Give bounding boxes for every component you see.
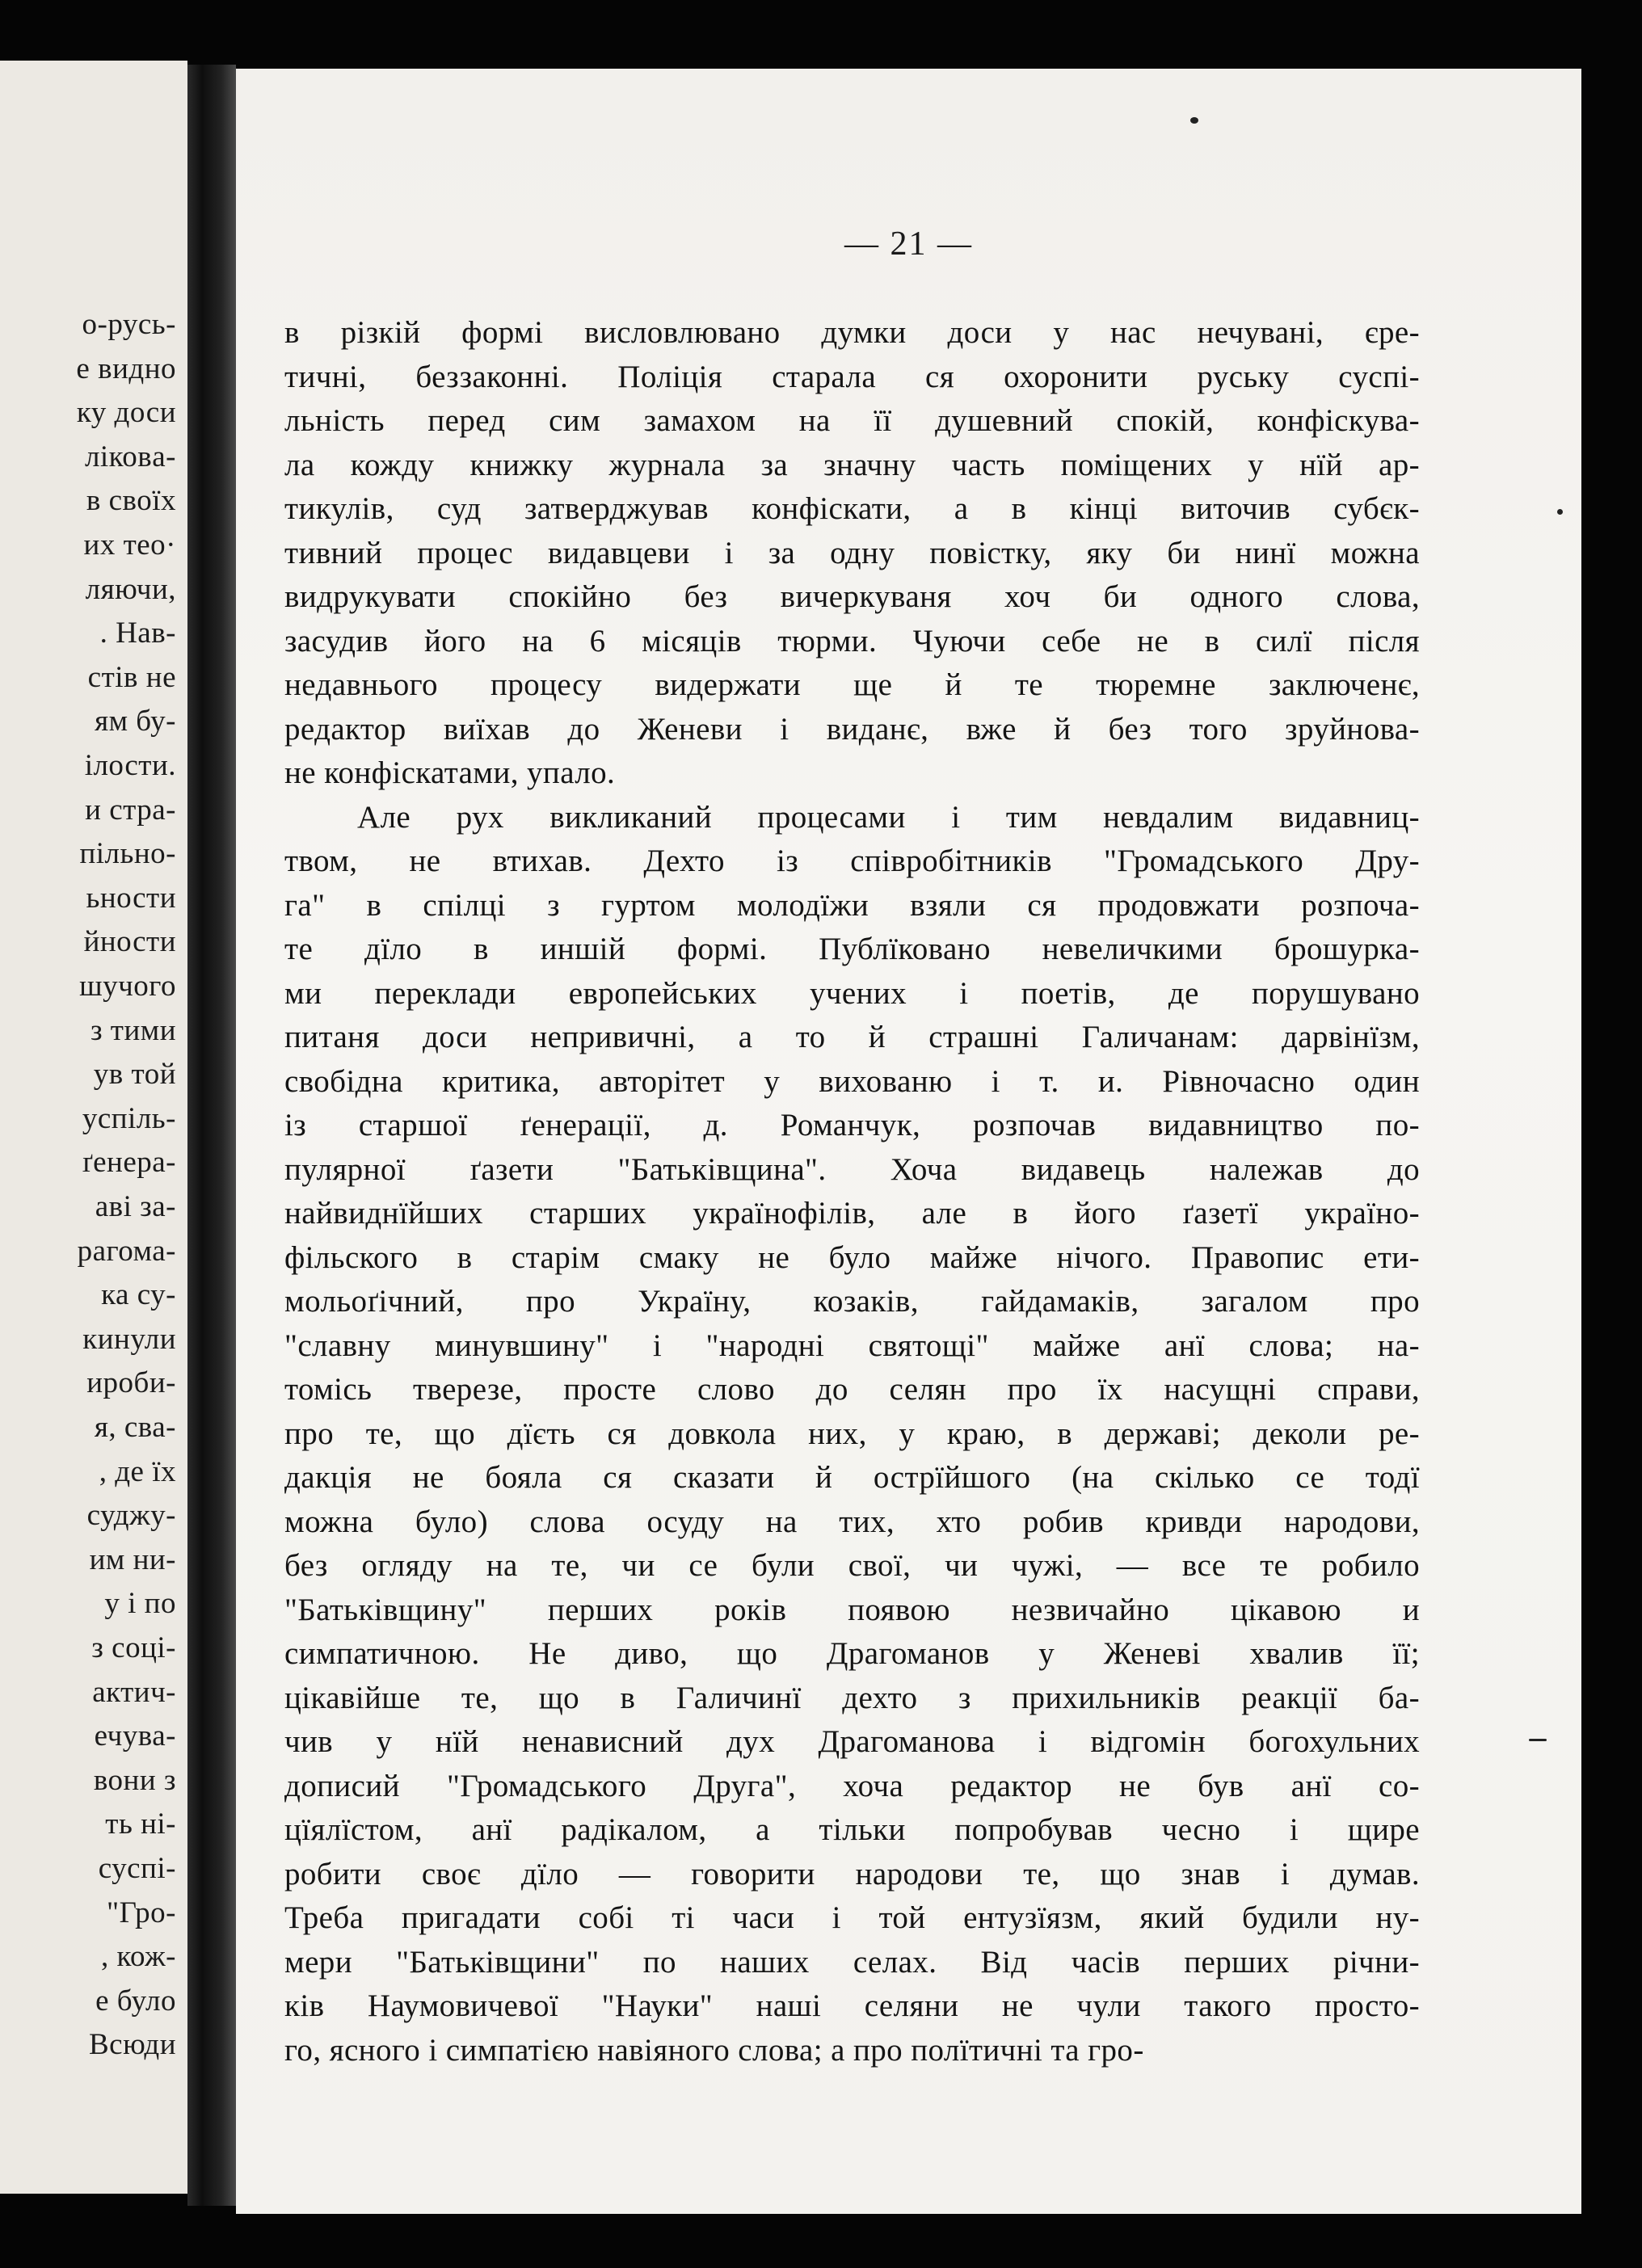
text-line: про те, що дїєть ся довкола них, у краю, в державі; деколи ре- (284, 1416, 1420, 1451)
text-line: тичні, беззаконні. Поліція старала ся охоронити руську суспі- (284, 359, 1420, 394)
left-page-line: з соці- (91, 1631, 176, 1664)
text-line: тикулів, суд затверджував конфіскати, а в кінці виточив субєк- (284, 491, 1420, 526)
ink-speck (1557, 509, 1563, 515)
page-number: — 21 — (844, 225, 973, 263)
ink-speck (1190, 117, 1198, 124)
left-page-line: актич- (92, 1675, 176, 1709)
text-line: цікавійше те, що в Галичинї дехто з прихильників реакції ба- (284, 1680, 1420, 1715)
text-line: "Батьківщину" перших років появою незвичайно цікавою и (284, 1592, 1420, 1627)
text-line: льність перед сим замахом на її душевний спокій, конфіскува- (284, 403, 1420, 438)
text-line: ків Наумовичевої "Науки" наші селяни не чули такого просто- (284, 1988, 1420, 2023)
text-line: дакція не бояла ся сказати й острїйшого (на скілько се тодї (284, 1460, 1420, 1495)
left-page-line: шучого (79, 970, 176, 1003)
left-page-line: "Гро- (107, 1896, 176, 1929)
left-page-line: ув той (93, 1058, 176, 1092)
text-line: те дїло в иншій формі. Публїковано невеличкими брошурка- (284, 932, 1420, 966)
text-line: мери "Батьківщини" по наших селах. Від часів перших річни- (284, 1944, 1420, 1980)
book-spine (187, 65, 236, 2206)
text-line: ми переклади европейських учених і поетів, де порушувано (284, 975, 1420, 1011)
text-line: видрукувати спокійно без вичеркуваня хоч би одного слова, (284, 579, 1420, 614)
left-page-line: , де їх (99, 1454, 176, 1488)
left-page-line: йности (83, 925, 176, 959)
left-page-line: суджу- (86, 1499, 176, 1533)
text-line: свобідна критика, авторітет у вихованю і т. и. Рівночасно один (284, 1063, 1420, 1099)
text-line: чив у нїй ненависний дух Драгоманова і відгомін богохульних (284, 1724, 1420, 1759)
left-page-line: рагома- (77, 1234, 176, 1268)
text-line: питаня доси непривичні, а то й страшні Галичанам: дарвінїзм, (284, 1020, 1420, 1054)
left-page-line: ироби- (86, 1366, 176, 1400)
left-page-line: ть ні- (105, 1807, 176, 1841)
text-line: Треба пригадати собі ті часи і той ентузїязм, який будили ну- (284, 1900, 1420, 1935)
left-page-line: аві за- (95, 1190, 176, 1223)
text-line: томісь тверезе, просте слово до селян про їх насущні справи, (284, 1372, 1420, 1407)
text-line: недавнього процесу видержати ще й те тюремне заключенє, (284, 667, 1420, 702)
left-page-line: пільно- (79, 837, 176, 871)
left-page-line: з тими (90, 1013, 176, 1047)
left-page-line: ляючи, (85, 572, 176, 606)
left-page-line: им ни- (89, 1542, 176, 1576)
left-page-line: кинули (82, 1322, 176, 1356)
text-line: засудив його на 6 місяців тюрми. Чуючи себе не в силї після (284, 623, 1420, 659)
left-page-line: е видно (76, 351, 176, 385)
left-page-line: ечува- (94, 1719, 176, 1753)
left-page-line: их тео· (83, 528, 176, 562)
text-line: го, ясного і симпатією навіяного слова; а про полїтичні та гро- (284, 2032, 1144, 2068)
text-line: фільского в старім смаку не було майже нічого. Правопис ети- (284, 1239, 1420, 1275)
right-page (236, 69, 1581, 2214)
text-line: га" в спілці з гуртом молодїжи взяли ся продовжати розпоча- (284, 887, 1420, 923)
paragraph (284, 796, 1420, 2073)
left-page-fragment (0, 61, 187, 2194)
left-page-line: . Нав- (99, 616, 176, 650)
left-page-line: стів не (87, 660, 176, 694)
left-page-line: Всюди (89, 2028, 176, 2062)
text-line: симпатичною. Не диво, що Драгоманов у Женеві хвалив її; (284, 1636, 1420, 1671)
text-line: пулярної ґазети "Батьківщина". Хоча видавець належав до (284, 1151, 1420, 1187)
text-line: мольоґічний, про Україну, козаків, гайдамаків, загалом про (284, 1284, 1420, 1319)
left-page-line: , кож- (100, 1940, 176, 1974)
left-page-line: ліковa- (84, 440, 176, 473)
left-page-line: ьности (86, 881, 176, 915)
left-page-line: ку доси (76, 396, 176, 430)
left-page-line: успіль- (82, 1101, 176, 1135)
text-line: із старшої ґенерації, д. Романчук, розпочав видавництво по- (284, 1108, 1420, 1142)
text-line: можна було) слова осуду на тих, хто робив кривди народови, (284, 1504, 1420, 1539)
left-page-line: и стра- (85, 793, 176, 827)
paragraph (284, 311, 1420, 796)
ink-speck (1529, 1739, 1547, 1741)
left-page-line: е було (95, 1984, 176, 2018)
left-page-line: о-русь- (82, 308, 176, 341)
left-page-line: вони з (93, 1763, 176, 1797)
text-line: "славну минувшину" і "народні святощі" майже анї слова; на- (284, 1328, 1420, 1363)
text-line: робити своє дїло — говорити народови те, що знав і думав. (284, 1856, 1420, 1891)
text-line: цїялїстом, анї радікалом, а тільки попробував чесно і щире (284, 1812, 1420, 1847)
text-line: тивний процес видавцеви і за одну повістку, яку би нинї можна (284, 535, 1420, 570)
text-line: твом, не втихав. Дехто із співробітників "Громадського Дру- (284, 844, 1420, 878)
text-line: в різкій формі висловлювано думки доси у нас нечувані, єре- (284, 315, 1420, 350)
left-page-line: ям бу- (95, 705, 176, 738)
body-text (284, 311, 1420, 2072)
text-line: найвиднїйших старших українофілів, але в його ґазетї україно- (284, 1196, 1420, 1231)
left-page-line: ґенера- (82, 1146, 176, 1180)
left-page-line: в своїх (86, 484, 176, 518)
text-line: без огляду на те, чи се були свої, чи чужі, — все те робило (284, 1548, 1420, 1583)
text-line: не конфіскатами, упало. (284, 755, 616, 790)
text-line: Але рух викликаний процесами і тим невдалим видавниц- (357, 799, 1420, 835)
left-page-line: суспі- (98, 1852, 176, 1885)
text-line: редактор виїхав до Женеви і виданє, вже й без того зруйнова- (284, 711, 1420, 747)
left-page-line: я, сва- (94, 1411, 176, 1444)
left-page-line: у і по (104, 1587, 176, 1621)
left-page-line: ілости. (84, 749, 176, 782)
text-line: ла кожду книжку журнала за значну часть поміщених у нїй ар- (284, 447, 1420, 482)
text-line: дописий "Громадського Друга", хоча редактор не був анї со- (284, 1768, 1420, 1803)
left-page-line: ка су- (101, 1278, 176, 1312)
